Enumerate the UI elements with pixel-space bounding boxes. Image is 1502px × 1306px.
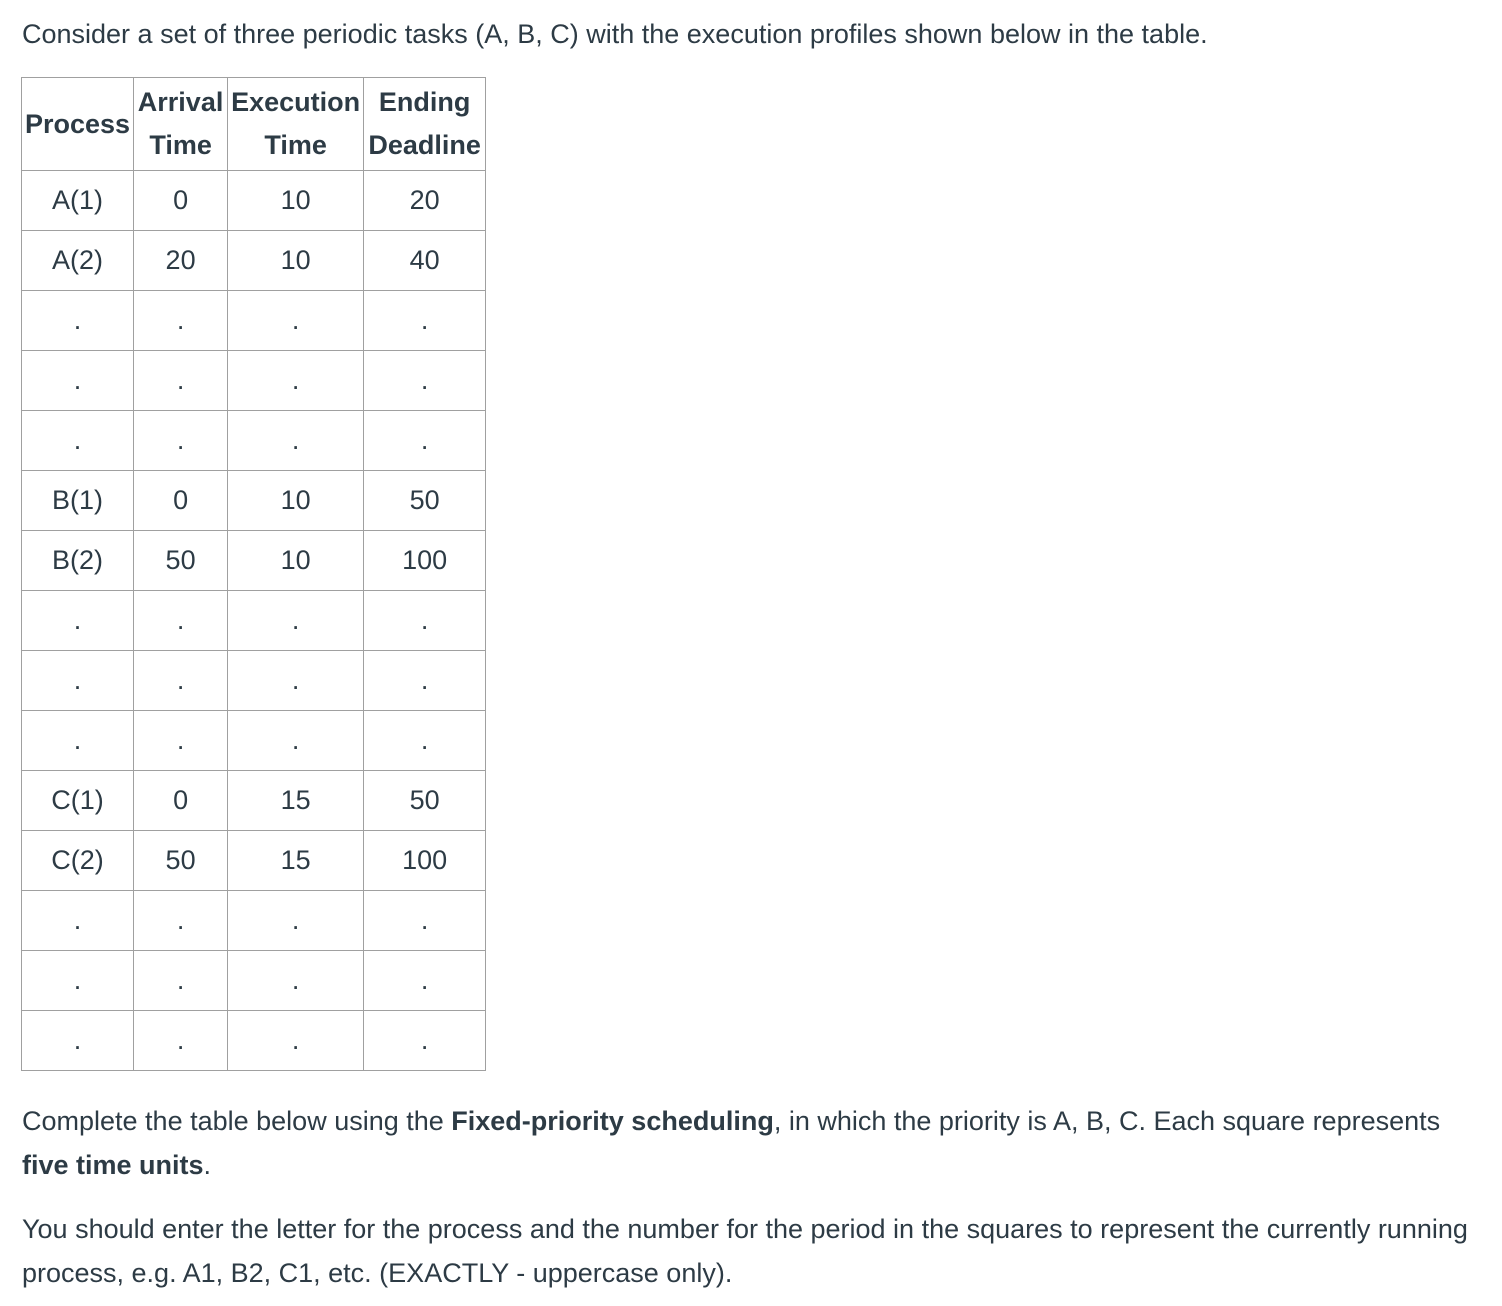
table-row [22, 711, 486, 771]
cell-arrival-time: 50 [134, 531, 228, 591]
cell-process: A(1) [22, 171, 134, 231]
cell-arrival-time: . [134, 351, 228, 411]
cell-execution-time: . [228, 1011, 364, 1071]
intro-text: Consider a set of three periodic tasks (A, B, C) with the execution profiles shown below in the table. [22, 19, 1208, 49]
header-arrival-time [134, 78, 228, 171]
table-row [22, 651, 486, 711]
header-ending-line1: Ending [378, 87, 471, 117]
cell-arrival-time: . [134, 891, 228, 951]
cell-ending-deadline: . [364, 591, 486, 651]
cell-arrival-time: 20 [134, 231, 228, 291]
cell-arrival-time: . [134, 1011, 228, 1071]
cell-execution-time: . [228, 951, 364, 1011]
instructions-bold-scheduling: Fixed-priority scheduling [451, 1106, 774, 1136]
execution-profiles-table [21, 77, 486, 1071]
cell-process: . [22, 951, 134, 1011]
cell-arrival-time: . [134, 711, 228, 771]
cell-process: . [22, 1011, 134, 1071]
table-row [22, 471, 486, 531]
cell-execution-time: 10 [228, 531, 364, 591]
entry-instructions-paragraph: You should enter the letter for the process and the number for the period in the squares to represent the currently running process, e.g. A1, B2, C1, etc. (EXACTLY - uppercase only). [22, 1214, 1468, 1288]
cell-ending-deadline: . [364, 411, 486, 471]
cell-arrival-time: . [134, 951, 228, 1011]
instructions-text-3: . [203, 1150, 212, 1180]
cell-process: . [22, 651, 134, 711]
cell-ending-deadline: . [364, 651, 486, 711]
cell-execution-time: . [228, 591, 364, 651]
instructions-bold-time-units: five time units [22, 1150, 204, 1180]
cell-arrival-time: . [134, 651, 228, 711]
cell-execution-time: 10 [228, 231, 364, 291]
cell-ending-deadline: . [364, 1011, 486, 1071]
table-row [22, 531, 486, 591]
header-arrival-line2: Time [149, 130, 212, 160]
table-row [22, 171, 486, 231]
cell-ending-deadline: 50 [364, 471, 486, 531]
cell-process: C(2) [22, 831, 134, 891]
cell-ending-deadline: 100 [364, 831, 486, 891]
table-row [22, 591, 486, 651]
cell-ending-deadline: 50 [364, 771, 486, 831]
cell-process: . [22, 411, 134, 471]
table-row [22, 291, 486, 351]
cell-process: A(2) [22, 231, 134, 291]
cell-ending-deadline: 40 [364, 231, 486, 291]
table-row [22, 891, 486, 951]
table-row [22, 411, 486, 471]
table-header-row [22, 78, 486, 171]
cell-arrival-time: . [134, 591, 228, 651]
cell-arrival-time: 0 [134, 171, 228, 231]
cell-arrival-time: 0 [134, 471, 228, 531]
cell-execution-time: . [228, 291, 364, 351]
header-ending-line2: Deadline [368, 130, 481, 160]
table-body [22, 171, 486, 1071]
table-row [22, 831, 486, 891]
cell-execution-time: 10 [228, 471, 364, 531]
cell-ending-deadline: 100 [364, 531, 486, 591]
table-row [22, 771, 486, 831]
cell-execution-time: 15 [228, 771, 364, 831]
cell-process: B(1) [22, 471, 134, 531]
header-process: Process [22, 78, 134, 171]
cell-arrival-time: . [134, 411, 228, 471]
cell-process: . [22, 591, 134, 651]
cell-execution-time: . [228, 651, 364, 711]
table-row [22, 951, 486, 1011]
table-row [22, 351, 486, 411]
cell-execution-time: . [228, 891, 364, 951]
cell-ending-deadline: 20 [364, 171, 486, 231]
table-row [22, 1011, 486, 1071]
cell-ending-deadline: . [364, 711, 486, 771]
cell-execution-time: 10 [228, 171, 364, 231]
cell-ending-deadline: . [364, 351, 486, 411]
header-execution-line1: Execution [231, 87, 361, 117]
table-row [22, 231, 486, 291]
cell-ending-deadline: . [364, 891, 486, 951]
cell-process: . [22, 711, 134, 771]
header-execution-line2: Time [264, 130, 327, 160]
cell-process: . [22, 891, 134, 951]
cell-process: C(1) [22, 771, 134, 831]
cell-process: B(2) [22, 531, 134, 591]
cell-execution-time: . [228, 351, 364, 411]
cell-execution-time: 15 [228, 831, 364, 891]
cell-ending-deadline: . [364, 291, 486, 351]
header-ending-deadline [364, 78, 486, 171]
cell-ending-deadline: . [364, 951, 486, 1011]
instructions-text-1: Complete the table below using the [22, 1106, 452, 1136]
cell-process: . [22, 351, 134, 411]
cell-arrival-time: 0 [134, 771, 228, 831]
header-arrival-line1: Arrival [137, 87, 224, 117]
cell-execution-time: . [228, 711, 364, 771]
instructions-paragraph [22, 1099, 1482, 1187]
header-execution-time [228, 78, 364, 171]
instructions-text-2: , in which the priority is A, B, C. Each square represents [773, 1106, 1441, 1136]
cell-execution-time: . [228, 411, 364, 471]
cell-arrival-time: 50 [134, 831, 228, 891]
cell-process: . [22, 291, 134, 351]
cell-arrival-time: . [134, 291, 228, 351]
